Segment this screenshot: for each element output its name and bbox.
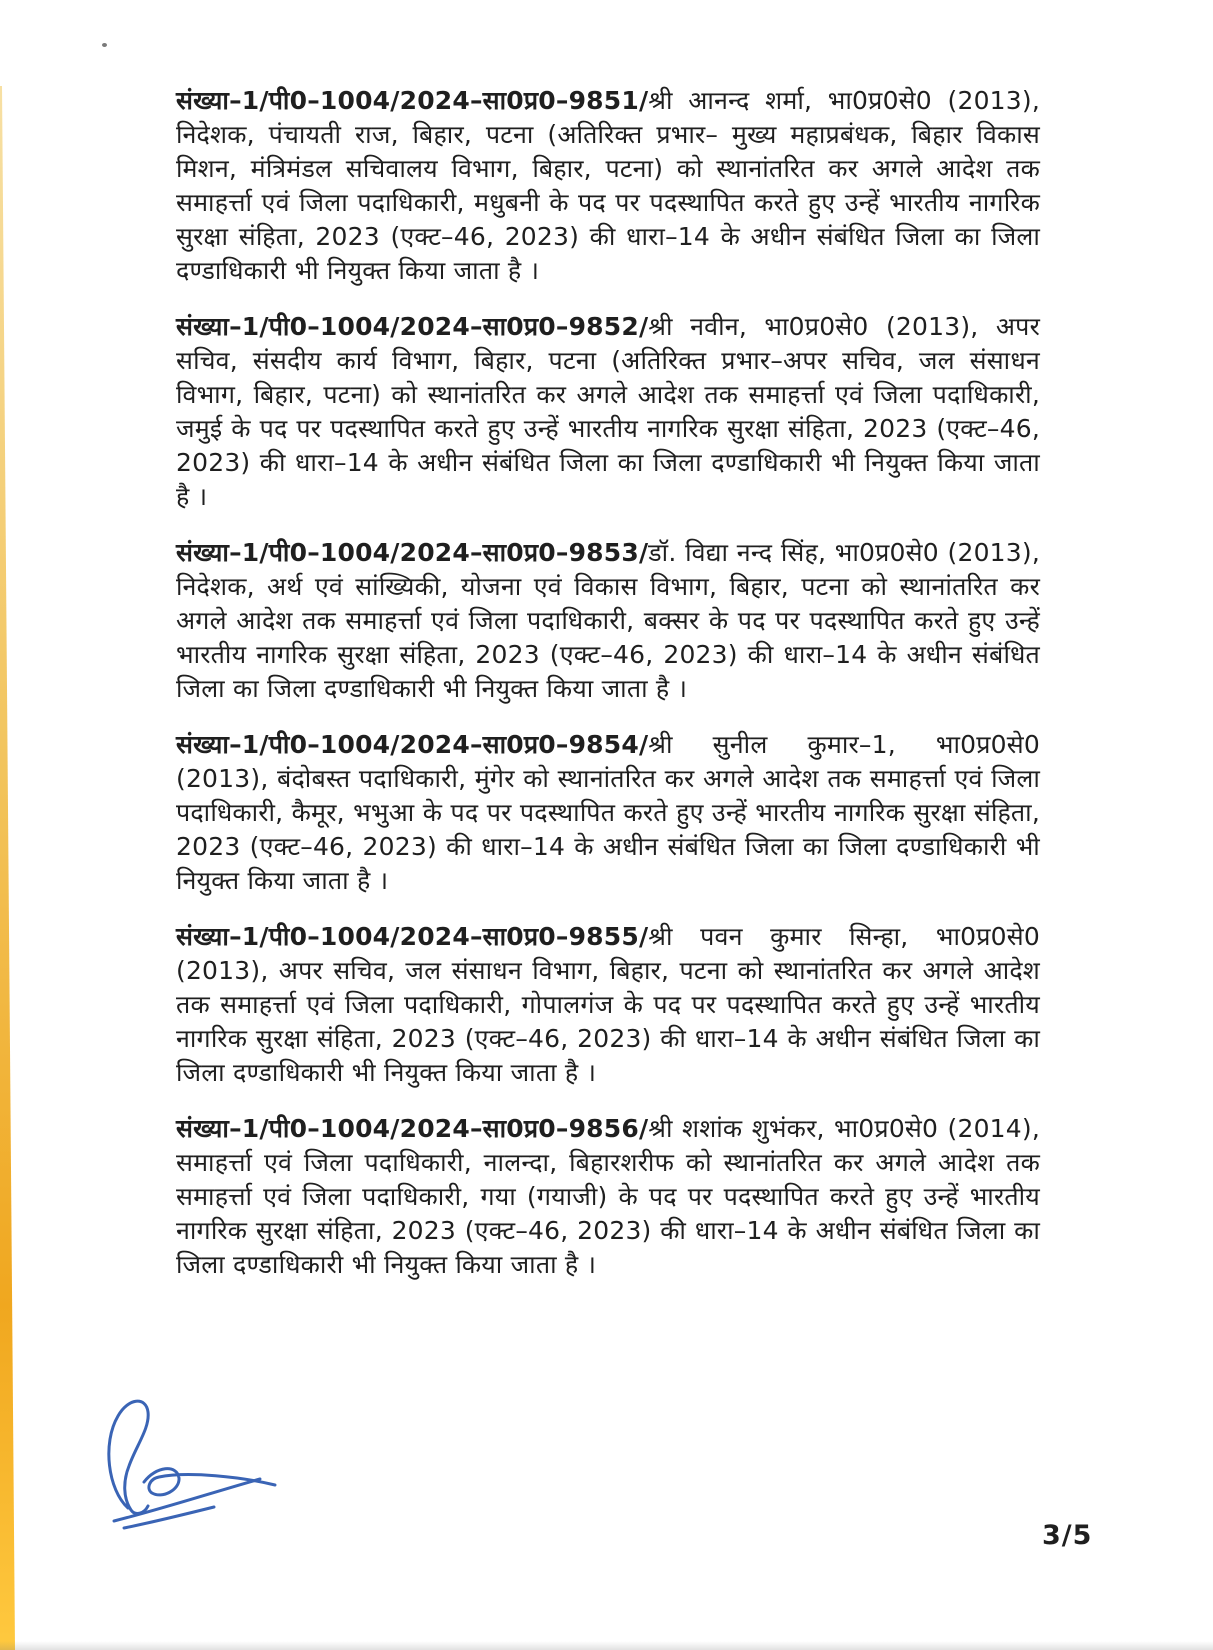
order-body: श्री पवन कुमार सिन्हा, भा0प्र0से0 (2013), अपर सचिव, जल संसाधन विभाग, बिहार, पटना को स्थानांतरित कर अगले आदेश तक समाहर्त्ता एवं जिला पदाधिकारी, गोपालगंज के पद पर पदस्थापित करते हुए उन्हें भारतीय नागरिक सुरक्षा संहिता, 2023 (एक्ट–46, 2023) की धारा–14 के अधीन संबंधित जिला का जिला दण्डाधिकारी भी नियुक्त किया जाता है ।: [176, 922, 1040, 1087]
order-paragraph-9855: [176, 920, 1040, 1090]
order-body: श्री शशांक शुभंकर, भा0प्र0से0 (2014), समाहर्त्ता एवं जिला पदाधिकारी, नालन्दा, बिहारशरीफ को स्थानांतरित कर अगले आदेश तक समाहर्त्ता एवं जिला पदाधिकारी, गया (गयाजी) के पद पर पदस्थापित करते हुए उन्हें भारतीय नागरिक सुरक्षा संहिता, 2023 (एक्ट–46, 2023) की धारा–14 के अधीन संबंधित जिला का जिला दण्डाधिकारी भी नियुक्त किया जाता है ।: [176, 1114, 1040, 1279]
page-number: 3/5: [1042, 1520, 1093, 1551]
scan-edge-band: [0, 86, 15, 1650]
order-paragraph-9851: [176, 84, 1040, 288]
order-number: संख्या–1/पी0–1004/2024–सा0प्र0–9854/: [176, 730, 649, 759]
order-number: संख्या–1/पी0–1004/2024–सा0प्र0–9855/: [176, 922, 649, 951]
order-body: श्री नवीन, भा0प्र0से0 (2013), अपर सचिव, संसदीय कार्य विभाग, बिहार, पटना (अतिरिक्त प्रभार–अपर सचिव, जल संसाधन विभाग, बिहार, पटना) को स्थानांतरित कर अगले आदेश तक समाहर्त्ता एवं जिला पदाधिकारी, जमुई के पद पर पदस्थापित करते हुए उन्हें भारतीय नागरिक सुरक्षा संहिता, 2023 (एक्ट–46, 2023) की धारा–14 के अधीन संबंधित जिला का जिला दण्डाधिकारी भी नियुक्त किया जाता है ।: [176, 312, 1040, 511]
order-number: संख्या–1/पी0–1004/2024–सा0प्र0–9852/: [176, 312, 649, 341]
order-body: श्री सुनील कुमार–1, भा0प्र0से0 (2013), बंदोबस्त पदाधिकारी, मुंगेर को स्थानांतरित कर अगले आदेश तक समाहर्त्ता एवं जिला पदाधिकारी, कैमूर, भभुआ के पद पर पदस्थापित करते हुए उन्हें भारतीय नागरिक सुरक्षा संहिता, 2023 (एक्ट–46, 2023) की धारा–14 के अधीन संबंधित जिला का जिला दण्डाधिकारी भी नियुक्त किया जाता है ।: [176, 730, 1040, 895]
order-body: श्री आनन्द शर्मा, भा0प्र0से0 (2013), निदेशक, पंचायती राज, बिहार, पटना (अतिरिक्त प्रभार– मुख्य महाप्रबंधक, बिहार विकास मिशन, मंत्रिमंडल सचिवालय विभाग, बिहार, पटना) को स्थानांतरित कर अगले आदेश तक समाहर्त्ता एवं जिला पदाधिकारी, मधुबनी के पद पर पदस्थापित करते हुए उन्हें भारतीय नागरिक सुरक्षा संहिता, 2023 (एक्ट–46, 2023) की धारा–14 के अधीन संबंधित जिला का जिला दण्डाधिकारी भी नियुक्त किया जाता है ।: [176, 86, 1040, 285]
signature-ink: [92, 1388, 292, 1533]
order-number: संख्या–1/पी0–1004/2024–सा0प्र0–9851/: [176, 86, 649, 115]
scan-bottom-shade: [0, 1641, 1213, 1650]
order-number: संख्या–1/पी0–1004/2024–सा0प्र0–9856/: [176, 1114, 649, 1143]
scan-speck: [102, 43, 107, 47]
order-number: संख्या–1/पी0–1004/2024–सा0प्र0–9853/: [176, 538, 649, 567]
order-text-block: [176, 84, 1040, 1304]
order-body: डॉ. विद्या नन्द सिंह, भा0प्र0से0 (2013), निदेशक, अर्थ एवं सांख्यिकी, योजना एवं विकास विभाग, बिहार, पटना को स्थानांतरित कर अगले आदेश तक समाहर्त्ता एवं जिला पदाधिकारी, बक्सर के पद पर पदस्थापित करते हुए उन्हें भारतीय नागरिक सुरक्षा संहिता, 2023 (एक्ट–46, 2023) की धारा–14 के अधीन संबंधित जिला का जिला दण्डाधिकारी भी नियुक्त किया जाता है ।: [176, 538, 1040, 703]
order-paragraph-9856: [176, 1112, 1040, 1282]
order-paragraph-9854: [176, 728, 1040, 898]
order-paragraph-9853: [176, 536, 1040, 706]
order-paragraph-9852: [176, 310, 1040, 514]
